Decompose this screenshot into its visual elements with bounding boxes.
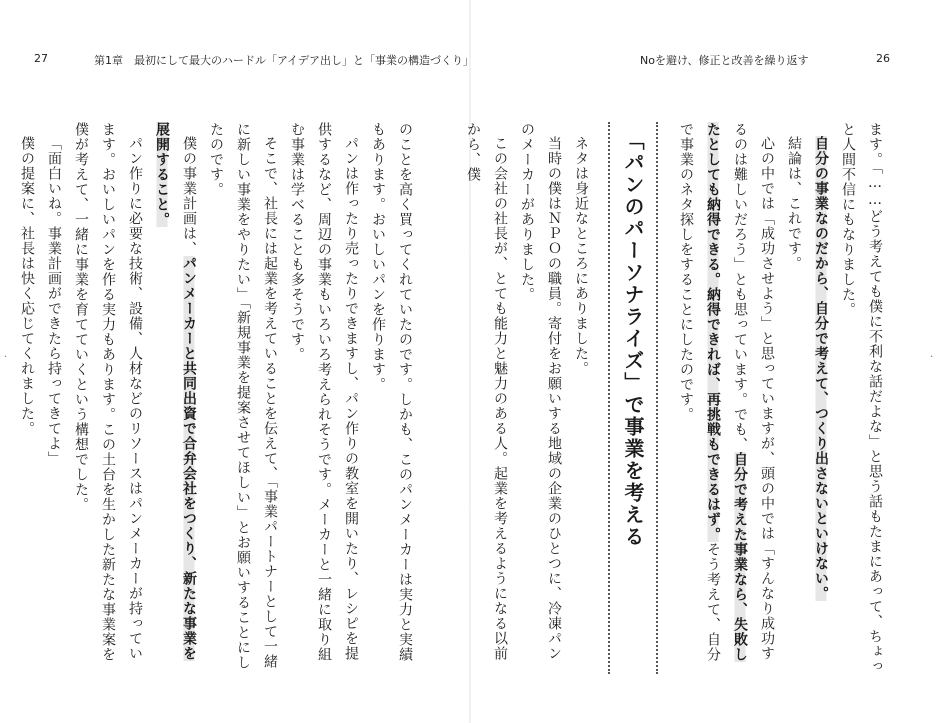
paragraph: 僕の提案に、社長は快く応じてくれました。 (19, 136, 35, 436)
left-running-title: 第1章 最初にして最大のハードル「アイデア出し」と「事業の構造づくり」 (94, 54, 475, 67)
left-page-number: 27 (34, 52, 48, 65)
right-page-number: 26 (876, 52, 890, 65)
paragraph: のことを高く買ってくれていたのです。しかも、このパンメーカーは実力と実績もあります。おいしいパンを作ります。 (370, 122, 413, 662)
paragraph: この会社の社長が、とても能力と魅力のある人。起業を考えるようになる以前から、僕 (465, 122, 508, 661)
bold-text: 自分の事業なのだから、自分で考えて、つくり出さないといけない。 (813, 136, 829, 601)
paragraph: そこで、社長には起業を考えていることを伝えて、「事業パートナーとして一緒に新しい事業をやりたい」「新規事業を提案させてほしい」とお願いすることにしたのです。 (208, 122, 278, 670)
text-run: 心の中では「成功させよう」と思っていますが、頭の中では「すんなり成功するのは難しいだろう」とも思っています。でも、 (732, 122, 775, 661)
paragraph: パンは作ったり売ったりできますし、パン作りの教室を開いたり、レシピを提供するなど、周辺の事業もいろいろ考えられそうです。メーカーと一緒に取り組む事業は学べることも多そうです。 (289, 122, 359, 662)
section-heading: 「パンのパーソナライズ」で事業を考える (608, 122, 658, 674)
left-page-body (19, 122, 418, 674)
right-running-title: Noを避け、修正と改善を繰り返す (640, 54, 809, 67)
right-edge-tick: · (930, 352, 934, 363)
paragraph (672, 122, 780, 674)
right-page-body (465, 122, 888, 674)
paragraph: パン作りに必要な技術、設備、人材などのリソースはパンメーカーが持っています。おいしいパンを作る実力もあります。この土台を生かした新たな事業案を僕が考えて、一緒に事業を育てていくという構想でした。 (73, 122, 143, 662)
left-edge-tick: · (4, 352, 8, 363)
paragraph (148, 122, 202, 674)
bold-text: パンメーカーと共同出資で合弁会社をつくり、新たな事業を展開すること。 (154, 122, 197, 661)
paragraph: 結論は、これです。 (786, 136, 802, 271)
text-run: そう考えて、自分で事業のネタ探しをすることにしたのです。 (678, 122, 721, 662)
text-run: 僕の事業計画は、 (181, 136, 197, 256)
dialogue-line: 「面白いね。事業計画ができたら持ってきてよ」 (46, 136, 62, 466)
paragraph: 当時の僕はＮＰＯの職員。寄付をお願いする地域の企業のひとつに、冷凍パンのメーカーがありました。 (519, 122, 562, 661)
bold-text: 自分で考えた事業なら、失敗したとしても納得できる。納得できれば、再挑戦もできるはず。 (705, 122, 748, 662)
paragraph-emphasis (807, 122, 834, 674)
paragraph: ネタは身近なところにありました。 (573, 136, 589, 376)
paragraph: ます。「……どう考えても僕に不利な話だよな」と思う話もたまにあって、ちょっと人間不信にもなりました。 (840, 122, 883, 674)
